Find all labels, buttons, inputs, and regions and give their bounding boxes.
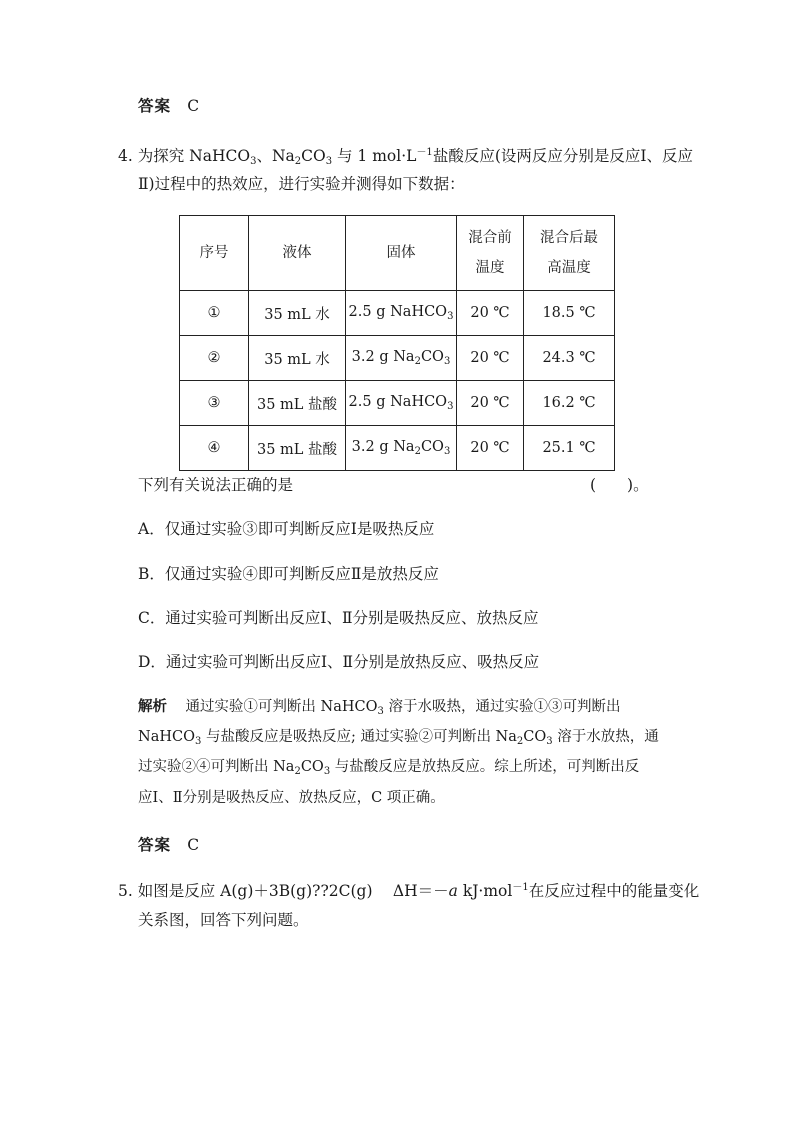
table-row (180, 291, 615, 336)
cell-no: ① (180, 291, 249, 336)
analysis-text: CO (523, 729, 547, 745)
table-header-row (180, 216, 615, 291)
q4-text: CO (301, 147, 326, 165)
solid-text: 2.5 g NaHCO (348, 394, 448, 410)
q5-italic: a (448, 882, 458, 900)
solid-text: 3.2 g Na (351, 349, 415, 365)
subscript: 2 (294, 156, 302, 167)
cell-liquid: 35 mL 水 (249, 291, 346, 336)
cell-after: 16.2 ℃ (524, 381, 615, 426)
analysis-text: NaHCO (138, 729, 195, 745)
answer-value: C (187, 97, 200, 115)
analysis-text: 与盐酸反应是吸热反应; 通过实验②可判断出 Na (201, 729, 517, 745)
analysis-text: 通过实验①可判断出 NaHCO (185, 699, 378, 715)
header-line: 温度 (475, 260, 505, 276)
table-row (180, 381, 615, 426)
subscript: 3 (377, 706, 384, 717)
subscript: 3 (443, 356, 451, 367)
subscript: 2 (294, 766, 301, 777)
analysis-label: 解析 (138, 698, 167, 715)
option-d (138, 652, 539, 672)
option-b (138, 564, 439, 584)
subscript: 3 (447, 401, 454, 412)
q5-line1 (118, 878, 699, 901)
option-text: 通过实验可判断出反应Ⅰ、Ⅱ分别是放热反应、吸热反应 (165, 653, 540, 671)
q4-text: 与 1 mol·L (332, 147, 417, 165)
q4-answer (138, 835, 199, 855)
header-cell (457, 216, 524, 291)
cell-after: 24.3 ℃ (524, 336, 615, 381)
q4-text: 、Na (256, 147, 295, 165)
prev-answer (138, 96, 199, 116)
cell-before: 20 ℃ (457, 426, 524, 471)
solid-text: 3.2 g Na (351, 439, 415, 455)
subscript: 3 (443, 446, 451, 457)
cell-liquid: 35 mL 水 (249, 336, 346, 381)
answer-label: 答案 (138, 96, 172, 115)
answer-label: 答案 (138, 835, 172, 854)
option-a (138, 519, 434, 539)
subscript: 3 (447, 311, 454, 322)
header-cell: 序号 (180, 216, 249, 291)
analysis-line4: 应Ⅰ、Ⅱ分别是吸热反应、放热反应，C 项正确。 (138, 790, 445, 806)
cell-solid (346, 426, 457, 471)
subscript: 3 (546, 736, 553, 747)
subscript: 3 (194, 736, 202, 747)
analysis-text: CO (300, 759, 324, 775)
cell-before: 20 ℃ (457, 381, 524, 426)
option-letter: B． (138, 565, 165, 583)
analysis-text: 与盐酸反应是放热反应。综上所述，可判断出反 (330, 759, 640, 775)
q5-number: 5. (118, 882, 133, 900)
header-line: 混合前 (468, 230, 512, 246)
cell-no: ③ (180, 381, 249, 426)
q4-text: 为探究 NaHCO (137, 147, 251, 165)
option-text: 通过实验可判断出反应Ⅰ、Ⅱ分别是吸热反应、放热反应 (165, 609, 539, 627)
cell-solid (346, 336, 457, 381)
q4-line2: Ⅱ)过程中的热效应，进行实验并测得如下数据： (138, 175, 465, 193)
option-letter: A． (138, 520, 165, 538)
cell-solid (346, 381, 457, 426)
table-row (180, 426, 615, 471)
analysis-text: 溶于水放热，通 (552, 729, 659, 745)
solid-text: CO (420, 439, 444, 455)
cell-after: 18.5 ℃ (524, 291, 615, 336)
cell-no: ④ (180, 426, 249, 471)
option-text: 仅通过实验③即可判断反应Ⅰ是吸热反应 (164, 520, 435, 538)
option-c (138, 608, 539, 628)
header-line: 高温度 (547, 260, 591, 276)
cell-solid (346, 291, 457, 336)
analysis-line1 (138, 697, 621, 722)
option-letter: D． (138, 653, 166, 671)
cell-no: ② (180, 336, 249, 381)
subscript: 3 (250, 156, 257, 167)
superscript: －1 (416, 147, 433, 158)
analysis-text: 溶于水吸热，通过实验①③可判断出 (383, 699, 621, 715)
cell-after: 25.1 ℃ (524, 426, 615, 471)
table-row (180, 336, 615, 381)
cell-before: 20 ℃ (457, 291, 524, 336)
answer-blank: ( )。 (590, 476, 649, 494)
q4-prompt: 下列有关说法正确的是 (138, 476, 294, 494)
data-table (179, 215, 615, 471)
subscript: 2 (414, 356, 421, 367)
cell-liquid: 35 mL 盐酸 (249, 426, 346, 471)
cell-before: 20 ℃ (457, 336, 524, 381)
q5-text: 在反应过程中的能量变化 (528, 882, 700, 900)
analysis-text: 过实验②④可判断出 Na (138, 759, 295, 775)
q5-line2: 关系图，回答下列问题。 (138, 911, 309, 929)
subscript: 3 (325, 156, 333, 167)
q5-text: 如图是反应 A(g)＋3B(g)??2C(g) ΔH＝－ (137, 882, 449, 900)
q4-number: 4. (118, 147, 133, 165)
q5-text: kJ·mol (457, 882, 513, 900)
option-text: 仅通过实验④即可判断反应Ⅱ是放热反应 (164, 565, 439, 583)
header-line: 混合后最 (540, 230, 598, 246)
cell-liquid: 35 mL 盐酸 (249, 381, 346, 426)
q4-text: 盐酸反应(设两反应分别是反应Ⅰ、反应 (432, 147, 693, 165)
analysis-line2 (138, 727, 659, 752)
subscript: 3 (323, 766, 331, 777)
q4-line1 (118, 143, 693, 172)
solid-text: 2.5 g NaHCO (348, 304, 448, 320)
header-cell: 固体 (346, 216, 457, 291)
subscript: 2 (414, 446, 421, 457)
header-cell (524, 216, 615, 291)
solid-text: CO (420, 349, 444, 365)
subscript: 2 (516, 736, 524, 747)
superscript: －1 (512, 882, 529, 893)
answer-value: C (187, 836, 200, 854)
analysis-line3 (138, 757, 639, 782)
option-letter: C． (138, 609, 166, 627)
header-cell: 液体 (249, 216, 346, 291)
